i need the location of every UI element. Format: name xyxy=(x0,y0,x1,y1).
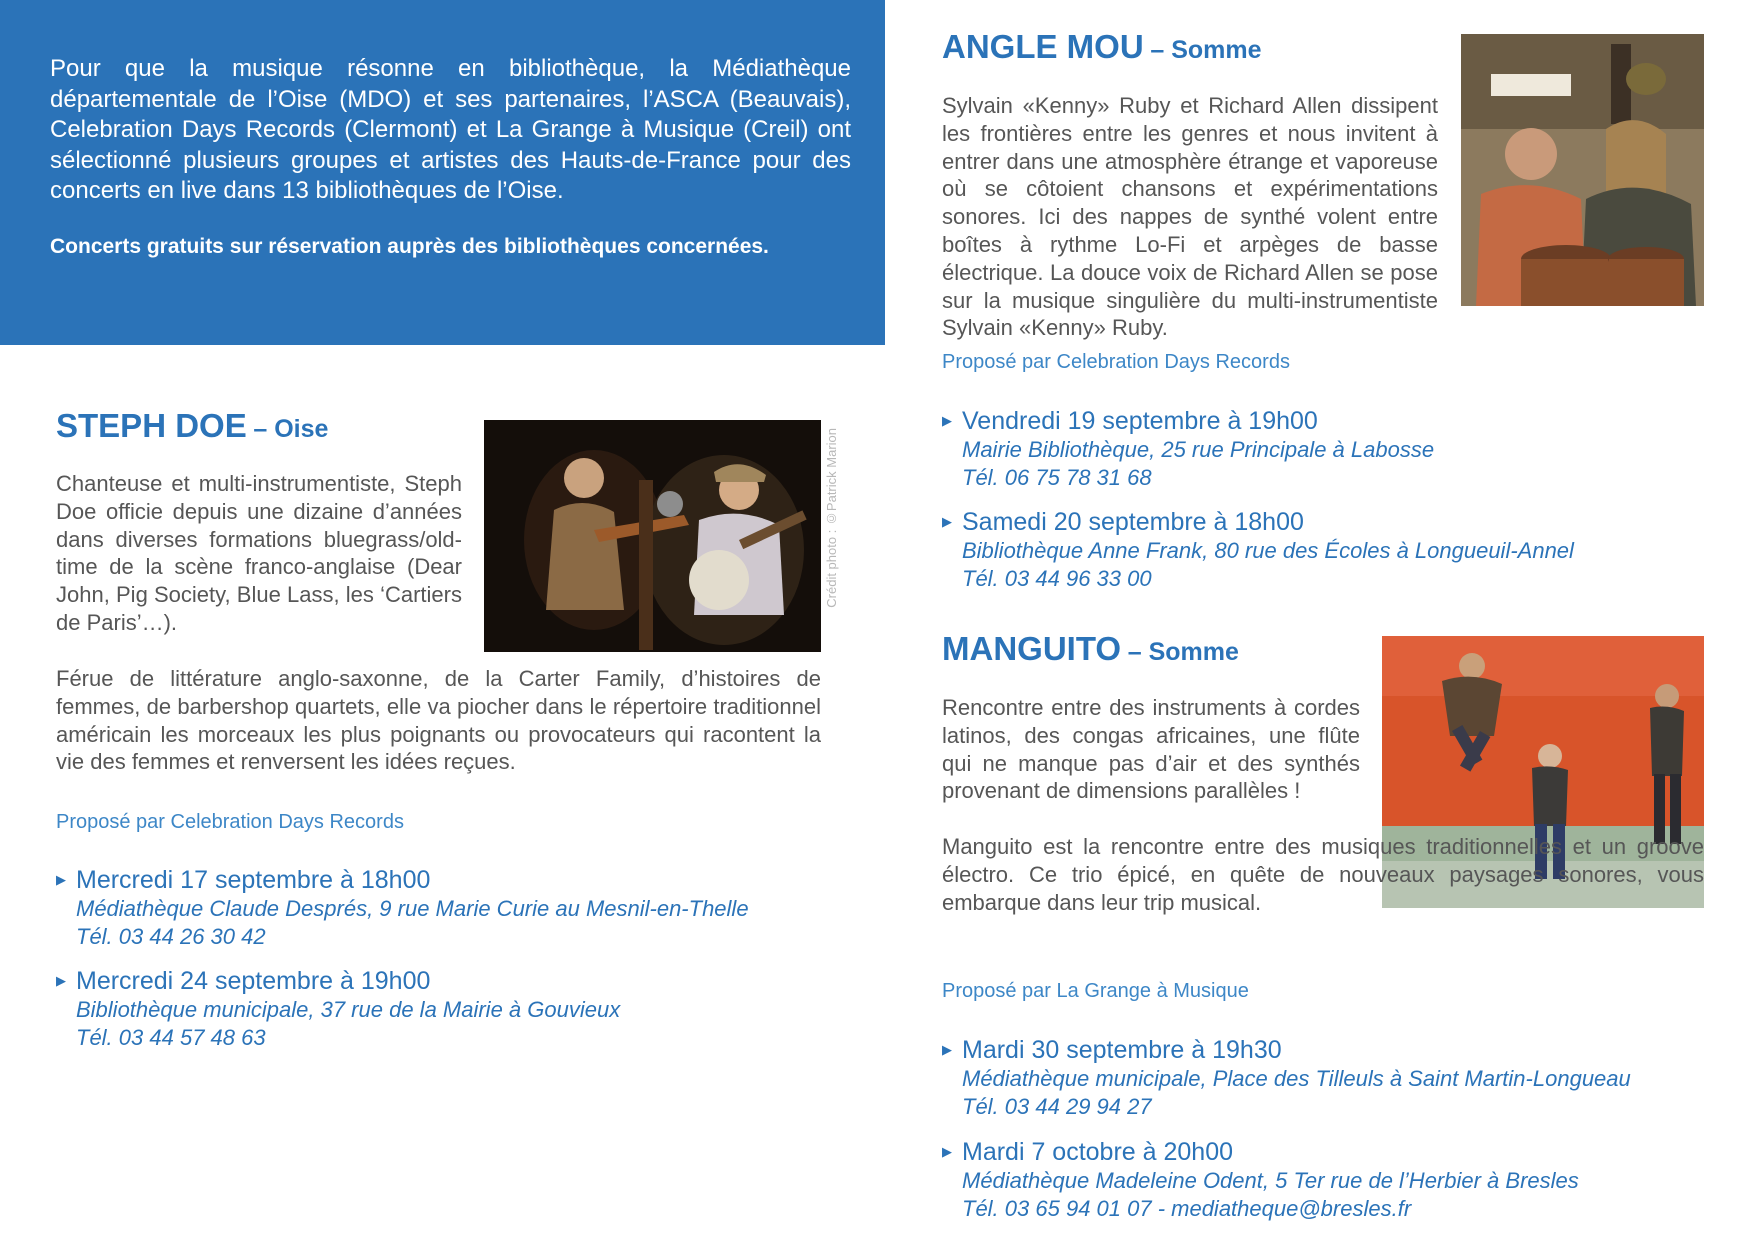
event-tel: Tél. 03 44 57 48 63 xyxy=(76,1025,266,1050)
artist-title-steph-doe xyxy=(56,409,328,442)
event-angle-mou-1 xyxy=(942,406,1434,492)
manguito-proposed: Proposé par La Grange à Musique xyxy=(942,980,1249,1002)
artist-region: – Somme xyxy=(1150,36,1262,64)
angle-mou-proposed: Proposé par Celebration Days Records xyxy=(942,351,1290,373)
artist-name: ANGLE MOU xyxy=(942,28,1144,65)
event-manguito-1 xyxy=(942,1035,1631,1121)
event-date: Samedi 20 septembre à 18h00 xyxy=(962,508,1304,536)
artist-title-angle-mou xyxy=(942,30,1262,63)
triangle-bullet-icon: ▶ xyxy=(942,514,952,529)
event-steph-doe-1 xyxy=(56,865,749,951)
event-angle-mou-2 xyxy=(942,507,1574,593)
event-date: Mardi 30 septembre à 19h30 xyxy=(962,1036,1282,1064)
event-tel: Tél. 03 44 26 30 42 xyxy=(76,924,266,949)
steph-doe-photo xyxy=(484,420,821,652)
event-place: Bibliothèque municipale, 37 rue de la Mairie à Gouvieux xyxy=(76,997,621,1022)
triangle-bullet-icon: ▶ xyxy=(56,872,66,887)
event-manguito-2 xyxy=(942,1137,1579,1223)
steph-doe-description-2: Férue de littérature anglo-saxonne, de la Carter Family, d’histoires de femmes, de barbershop quartets, elle va piocher dans le répertoire traditionnel américain les morceaux les plus poignants ou provocateurs qui racontent la vie des femmes et renversent les idées reçues. xyxy=(56,666,821,775)
artist-name: STEPH DOE xyxy=(56,407,247,444)
event-tel: Tél. 03 44 96 33 00 xyxy=(962,566,1152,591)
manguito-description-2 xyxy=(942,833,1704,916)
angle-mou-description: Sylvain «Kenny» Ruby et Richard Allen dissipent les frontières entre les genres et nous invitent à entrer dans une atmosphère étrange et vaporeuse où se côtoient chansons et expérimentations sonores. Ici des nappes de synthé volent entre boîtes à rythme Lo-Fi et arpèges de basse électrique. La douce voix de Richard Allen se pose sur la musique singulière du multi-instrumentiste Sylvain «Kenny» Ruby. xyxy=(942,93,1438,341)
artist-name: MANGUITO xyxy=(942,630,1122,667)
event-steph-doe-2 xyxy=(56,966,620,1052)
event-place: Médiathèque Madeleine Odent, 5 Ter rue de l’Herbier à Bresles xyxy=(962,1168,1579,1193)
triangle-bullet-icon: ▶ xyxy=(56,973,66,988)
event-place: Mairie Bibliothèque, 25 rue Principale à Labosse xyxy=(962,437,1435,462)
intro-box xyxy=(0,0,885,345)
steph-doe-description: Chanteuse et multi-instrumentiste, Steph Doe officie depuis une dizaine d’années dans diverses formations bluegrass/old-time de la scène franco-anglaise (Dear John, Pig Society, Blue Lass, les ‘Cartiers de Paris’…). xyxy=(56,471,462,635)
event-date: Mercredi 17 septembre à 18h00 xyxy=(76,866,431,894)
event-place: Bibliothèque Anne Frank, 80 rue des Écoles à Longueuil-Annel xyxy=(962,538,1574,563)
artist-title-manguito xyxy=(942,632,1239,665)
triangle-bullet-icon: ▶ xyxy=(942,1042,952,1057)
artist-region: – Oise xyxy=(253,415,329,443)
triangle-bullet-icon: ▶ xyxy=(942,413,952,428)
manguito-description: Rencontre entre des instruments à cordes latinos, des congas africaines, une flûte qui ne manque pas d’air et des synthés provenant de dimensions parallèles ! xyxy=(942,695,1360,804)
triangle-bullet-icon: ▶ xyxy=(942,1144,952,1159)
event-tel: Tél. 03 44 29 94 27 xyxy=(962,1094,1152,1119)
event-tel: Tél. 03 65 94 01 07 - mediatheque@bresles.fr xyxy=(962,1196,1412,1221)
event-date: Vendredi 19 septembre à 19h00 xyxy=(962,407,1318,435)
intro-text: Pour que la musique résonne en bibliothèque, la Médiathèque départementale de l’Oise (MDO) et ses partenaires, l’ASCA (Beauvais), Celebration Days Records (Clermont) et La Grange à Musique (Creil) ont sélectionné plusieurs groupes et artistes des Hauts-de-France pour des concerts en live dans 13 bibliothèques de l’Oise. xyxy=(50,55,851,204)
angle-mou-photo xyxy=(1461,34,1704,306)
steph-doe-proposed: Proposé par Celebration Days Records xyxy=(56,811,404,833)
manguito-description-2-text: Manguito est la rencontre entre des musiques traditionnelles et un groove électro. Ce trio épicé, en quête de nouveaux paysages sonores, vous embarque dans leur trip musical. xyxy=(942,834,1704,915)
event-place: Médiathèque municipale, Place des Tilleuls à Saint Martin-Longueau xyxy=(962,1066,1631,1091)
event-date: Mardi 7 octobre à 20h00 xyxy=(962,1138,1234,1166)
event-tel: Tél. 06 75 78 31 68 xyxy=(962,465,1152,490)
event-date: Mercredi 24 septembre à 19h00 xyxy=(76,967,431,995)
event-place: Médiathèque Claude Després, 9 rue Marie Curie au Mesnil-en-Thelle xyxy=(76,896,749,921)
artist-region: – Somme xyxy=(1127,638,1239,666)
intro-note: Concerts gratuits sur réservation auprès des bibliothèques concernées. xyxy=(50,234,769,258)
photo-credit: Crédit photo : ©Patrick Marion xyxy=(824,428,839,608)
